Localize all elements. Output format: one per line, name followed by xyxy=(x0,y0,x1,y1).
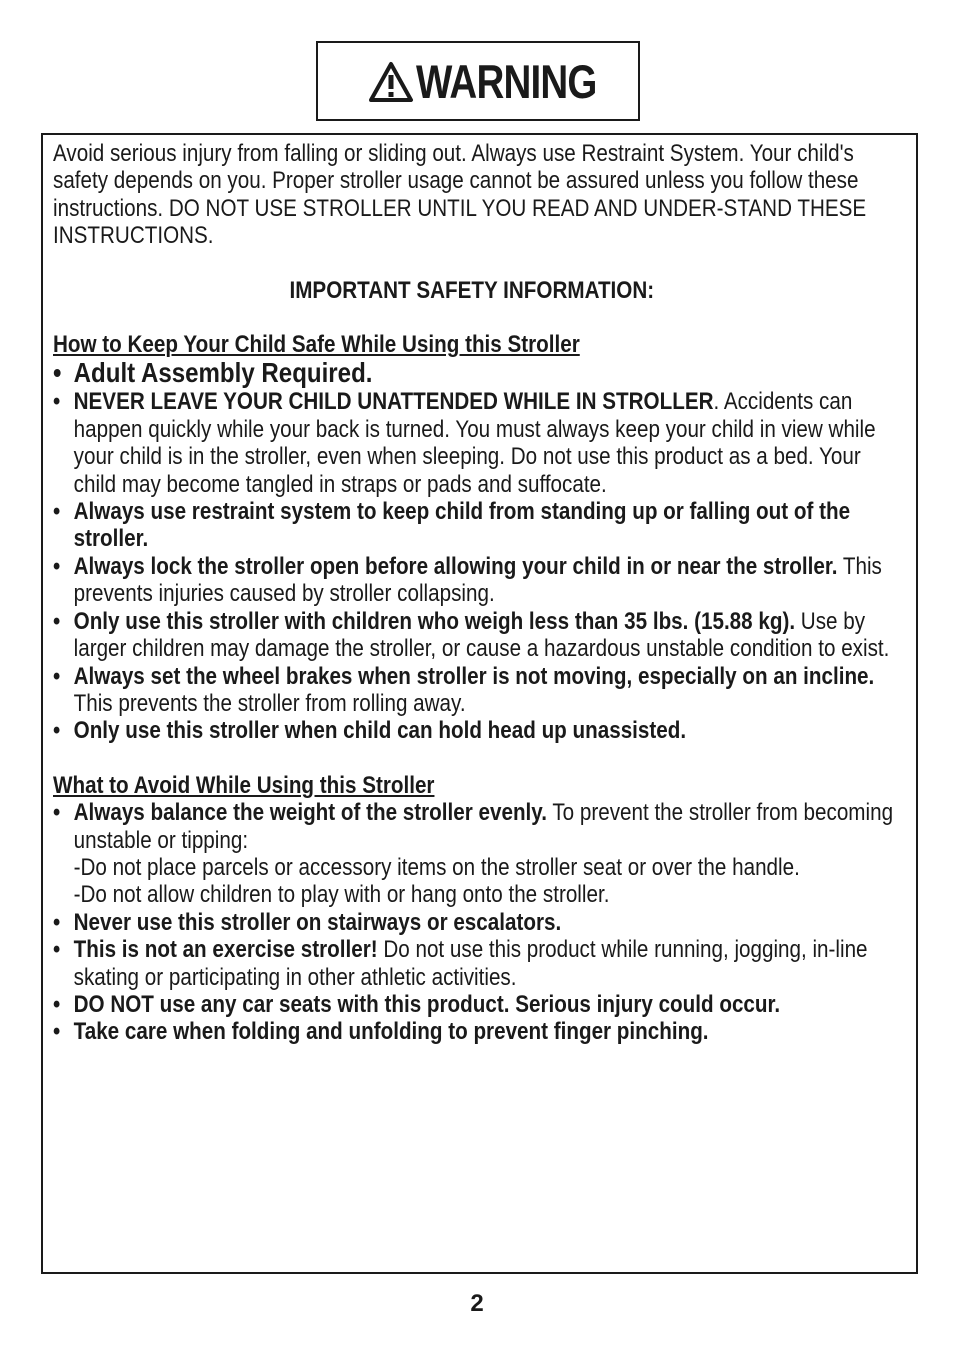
list-item xyxy=(53,909,904,936)
list-item-bold: Adult Assembly Required. xyxy=(73,357,373,389)
keep-safe-list xyxy=(53,358,904,744)
list-item xyxy=(53,717,904,744)
avoid-list xyxy=(53,799,904,1046)
list-item xyxy=(53,358,904,388)
list-item-bold: NEVER LEAVE YOUR CHILD UNATTENDED WHILE IN STROLLER xyxy=(73,388,714,416)
list-item-bold: This is not an exercise stroller! xyxy=(73,936,378,964)
important-heading: IMPORTANT SAFETY INFORMATION: xyxy=(289,276,655,304)
list-item xyxy=(53,799,904,909)
list-item-text: This prevents injuries caused by stroller collapsing. xyxy=(73,552,882,608)
warning-triangle-icon xyxy=(368,61,414,103)
bullet: • xyxy=(53,607,61,635)
intro-paragraph: Avoid serious injury from falling or sliding out. Always use Restraint System. Your child's safety depends on you. Proper stroller usage cannot be assured unless you follow these instructions. DO NOT USE STROLLER UNTIL YOU READ AND UNDER-STAND THESE INSTRUCTIONS. xyxy=(53,140,867,250)
bullet: • xyxy=(53,990,61,1018)
safety-content xyxy=(41,133,918,1274)
section-title-avoid: What to Avoid While Using this Stroller xyxy=(53,771,435,799)
bullet: • xyxy=(53,1018,61,1046)
list-item-text: To prevent the stroller from becoming unstable or tipping: xyxy=(73,799,894,854)
list-item-text: Do not use this product while running, jogging, in-line skating or participating in other athletic activities. xyxy=(73,936,868,991)
bullet: • xyxy=(53,662,61,690)
list-item xyxy=(53,663,904,718)
list-item xyxy=(53,553,904,608)
bullet: • xyxy=(53,498,61,526)
list-item xyxy=(53,388,904,498)
bullet: • xyxy=(53,936,61,964)
list-item-bold: Only use this stroller with children who weigh less than 35 lbs. (15.88 kg). xyxy=(73,607,796,635)
sub-item: -Do not allow children to play with or hang onto the stroller. xyxy=(73,881,610,909)
page-number: 2 xyxy=(470,1290,484,1317)
bullet: • xyxy=(53,388,61,416)
list-item-text: . Accidents can happen quickly while your back is turned. You must always keep your child in view while your child is in the stroller, even when sleeping. Do not use this product as a bed. Your child may become tangled in straps or pads and suffocate. xyxy=(73,388,876,498)
list-item-bold: Only use this stroller when child can hold head up unassisted. xyxy=(73,717,687,745)
list-item-bold: DO NOT use any car seats with this product. Serious injury could occur. xyxy=(73,990,781,1018)
bullet: • xyxy=(53,717,61,745)
list-item xyxy=(53,498,904,553)
list-item xyxy=(53,991,904,1018)
bullet: • xyxy=(53,799,61,827)
list-item xyxy=(53,608,904,663)
list-item xyxy=(53,936,904,991)
list-item-text: This prevents the stroller from rolling away. xyxy=(73,689,466,717)
warning-header xyxy=(316,41,640,121)
list-item-bold: Always set the wheel brakes when stroller is not moving, especially on an incline. xyxy=(73,662,875,690)
list-item-bold: Always use restraint system to keep child from standing up or falling out of the stroller. xyxy=(73,498,851,553)
list-item-bold: Never use this stroller on stairways or escalators. xyxy=(73,908,562,936)
section-title-keep-safe: How to Keep Your Child Safe While Using this Stroller xyxy=(53,331,580,359)
sub-item: -Do not place parcels or accessory items on the stroller seat or over the handle. xyxy=(73,853,800,881)
warning-title: WARNING xyxy=(415,54,597,108)
list-item xyxy=(53,1018,904,1045)
list-item-text: Use by larger children may damage the stroller, or cause a hazardous unstable condition to exist. xyxy=(73,607,890,663)
list-item-bold: Always lock the stroller open before allowing your child in or near the stroller. xyxy=(73,552,838,580)
bullet: • xyxy=(53,908,61,936)
bullet: • xyxy=(53,357,62,389)
bullet: • xyxy=(53,552,61,580)
list-item-bold: Always balance the weight of the stroller evenly. xyxy=(73,799,547,827)
list-item-bold: Take care when folding and unfolding to prevent finger pinching. xyxy=(73,1018,709,1046)
